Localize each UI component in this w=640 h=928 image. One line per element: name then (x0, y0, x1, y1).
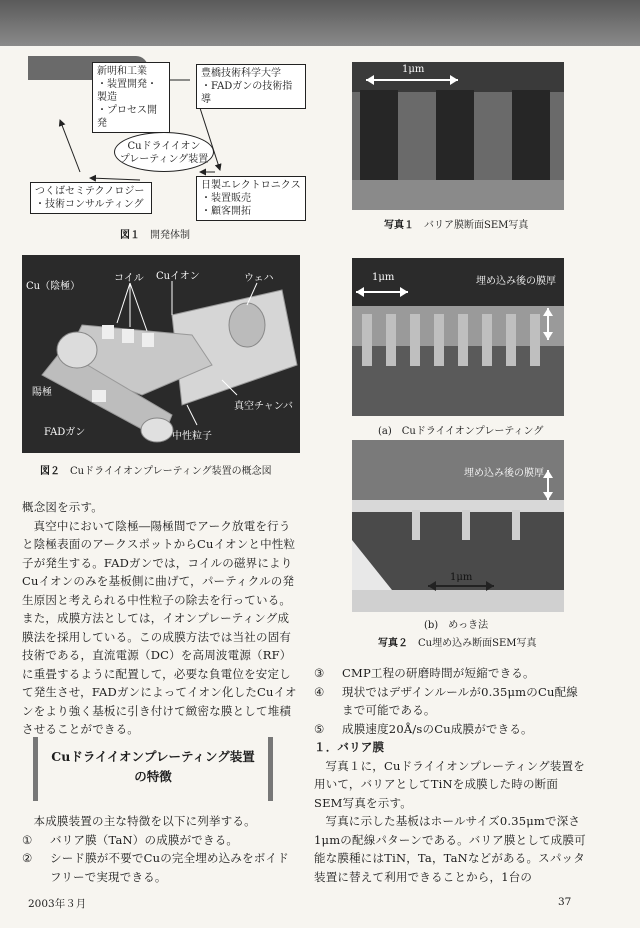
photo1-scale-arrow (352, 66, 564, 96)
photo2-caption (378, 634, 536, 649)
photo2b-scale-label: 1μm (450, 572, 473, 583)
photo2a-scale-label: 1μm (372, 272, 395, 283)
fig1-box-d-line: ・顧客開拓 (201, 206, 251, 217)
photo2-caption-number: 写真２ (378, 638, 408, 649)
header-banner (0, 0, 640, 46)
subheading-barrier: １．バリア膜 (314, 740, 385, 754)
left-column-text (22, 498, 298, 739)
list-item (314, 664, 586, 683)
list-item-text: 現状ではデザインルールが0.35μmのCu配線まで可能である。 (342, 684, 578, 717)
page-number: 37 (558, 896, 572, 908)
fig1-box-nissei (196, 176, 306, 221)
fig1-box-b-line: 豊橋技術科学大学 (201, 68, 281, 79)
features-list-left (22, 812, 298, 886)
fig1-center-line: Cuドライイオン (127, 141, 201, 152)
fig1-caption-text: 開発体制 (150, 230, 190, 241)
photo1-caption (384, 216, 528, 231)
photo-2b-sem (352, 440, 564, 612)
photo1-caption-text: バリア膜断面SEM写真 (424, 220, 529, 231)
fig2-caption-number: 図２ (40, 466, 60, 477)
left-paragraph-2: 真空中において陰極―陽極間でアーク放電を行うと陰極表面のアークスポットからCuイオンと中性粒子が発生する。FADガンでは，コイルの磁界によりCuイオンのみを基板側に曲げて，パーティクルの発生原因と考えられる中性粒子の除去を行っている。また，成膜方法としては，イオンプレーティング成膜法を採用している。この成膜方法では当社の固有技術である，直流電源（DC）を高周波電源（RF）に重畳するように配置して，必要な負電位を安定して発生させ，FADガンによってイオン化したCuイオンをより強く基板に引き付けて緻密な膜として堆積させることができる。 (22, 518, 297, 736)
fig1-box-b-line: ・FADガンの技術指導 (201, 81, 293, 105)
fig2-label-wafer: ウェハ (244, 273, 274, 284)
section-heading-line1: Cuドライイオンプレーティング装置 (51, 749, 255, 764)
list-item (22, 831, 298, 850)
right-column-text (314, 664, 586, 886)
list-item-text: 成膜速度20Å/sのCu成膜ができる。 (342, 721, 533, 736)
list-item-number: ④ (314, 684, 325, 699)
right-paragraph-2: 写真に示した基板はホールサイズ0.35μmで深さ1μmの配線パターンである。バリア膜として成膜可能な膜種にはTiN，Ta，TaNなどがある。スパッタ装置に替えて利用できることから，1台の (314, 814, 586, 884)
list-item-number: ① (22, 832, 33, 847)
fig2-caption-text: Cuドライイオンプレーティング装置の概念図 (70, 466, 272, 477)
fig1-box-toyohashi (196, 64, 306, 109)
photo2b-caption: (b) めっき法 (424, 620, 489, 631)
fig2-label-anode: 陽極 (32, 387, 52, 398)
fig1-box-c-line: ・技術コンサルティング (35, 199, 144, 210)
photo2-caption-text: Cu埋め込み断面SEM写真 (418, 638, 537, 649)
right-paragraph-1: 写真１に，Cuドライイオンプレーティング装置を用いて，バリアとしてTiNを成膜した時の断面SEM写真を示す。 (314, 758, 585, 810)
fig1-box-c-line: つくばセミテクノロジー (35, 186, 145, 197)
fig2-label-neutral: 中性粒子 (172, 431, 212, 442)
photo1-caption-number: 写真１ (384, 220, 414, 231)
fig1-caption (120, 226, 190, 241)
footer-date: 2003年３月 (28, 898, 87, 910)
list-item-text: CMP工程の研磨時間が短縮できる。 (342, 666, 535, 680)
fig2-caption (40, 462, 272, 477)
fig1-center-line: プレーティング装置 (119, 154, 209, 165)
fig1-box-shinmaywa (92, 62, 170, 133)
fig1-caption-number: 図１ (120, 230, 140, 241)
left-paragraph-1: 概念図を示す。 (22, 500, 103, 514)
section-heading-box (33, 737, 273, 801)
fig2-label-cu-ion: Cuイオン (156, 271, 200, 282)
photo-2a-sem (352, 258, 564, 416)
fig1-box-a-line: ・プロセス開発 (97, 105, 157, 129)
list-item-number: ③ (314, 666, 325, 680)
figure-2 (22, 255, 300, 453)
photo2a-caption: (a) Cuドライイオンプレーティング (378, 426, 544, 437)
photo2b-thickness-label: 埋め込み後の膜厚 (464, 468, 544, 479)
photo2a-thickness-label: 埋め込み後の膜厚 (476, 276, 556, 287)
photo-1-sem (352, 62, 564, 210)
list-item-text: シード膜が不要でCuの完全埋め込みをボイドフリーで実現できる。 (50, 851, 289, 884)
fig1-box-d-line: 日製エレクトロニクス (201, 180, 301, 191)
list-item-number: ⑤ (314, 721, 325, 736)
fig2-label-cu-cathode: Cu（陰極） (26, 281, 81, 292)
fig2-label-vacuum-chamber: 真空チャンバ (234, 401, 293, 412)
list-item-number: ② (22, 851, 33, 865)
photo1-scale-label: 1μm (402, 64, 425, 75)
fig1-center-ellipse (114, 132, 214, 172)
section-heading-line2: の特徴 (134, 769, 172, 784)
fig2-label-fad-gun: FADガン (44, 427, 86, 438)
figure-1 (0, 60, 320, 245)
list-item (314, 720, 586, 739)
list-item-text: バリア膜（TaN）の成膜ができる。 (50, 832, 239, 847)
list-item (314, 683, 586, 720)
fig1-box-a-line: ・装置開発・製造 (97, 79, 157, 103)
list-item (22, 849, 298, 886)
fig1-box-d-line: ・装置販売 (201, 193, 251, 204)
fig2-label-coil: コイル (114, 273, 144, 284)
fig1-box-a-line: 新明和工業 (97, 66, 147, 77)
features-intro: 本成膜装置の主な特徴を以下に列挙する。 (33, 814, 256, 828)
fig1-box-tsukuba (30, 182, 152, 214)
